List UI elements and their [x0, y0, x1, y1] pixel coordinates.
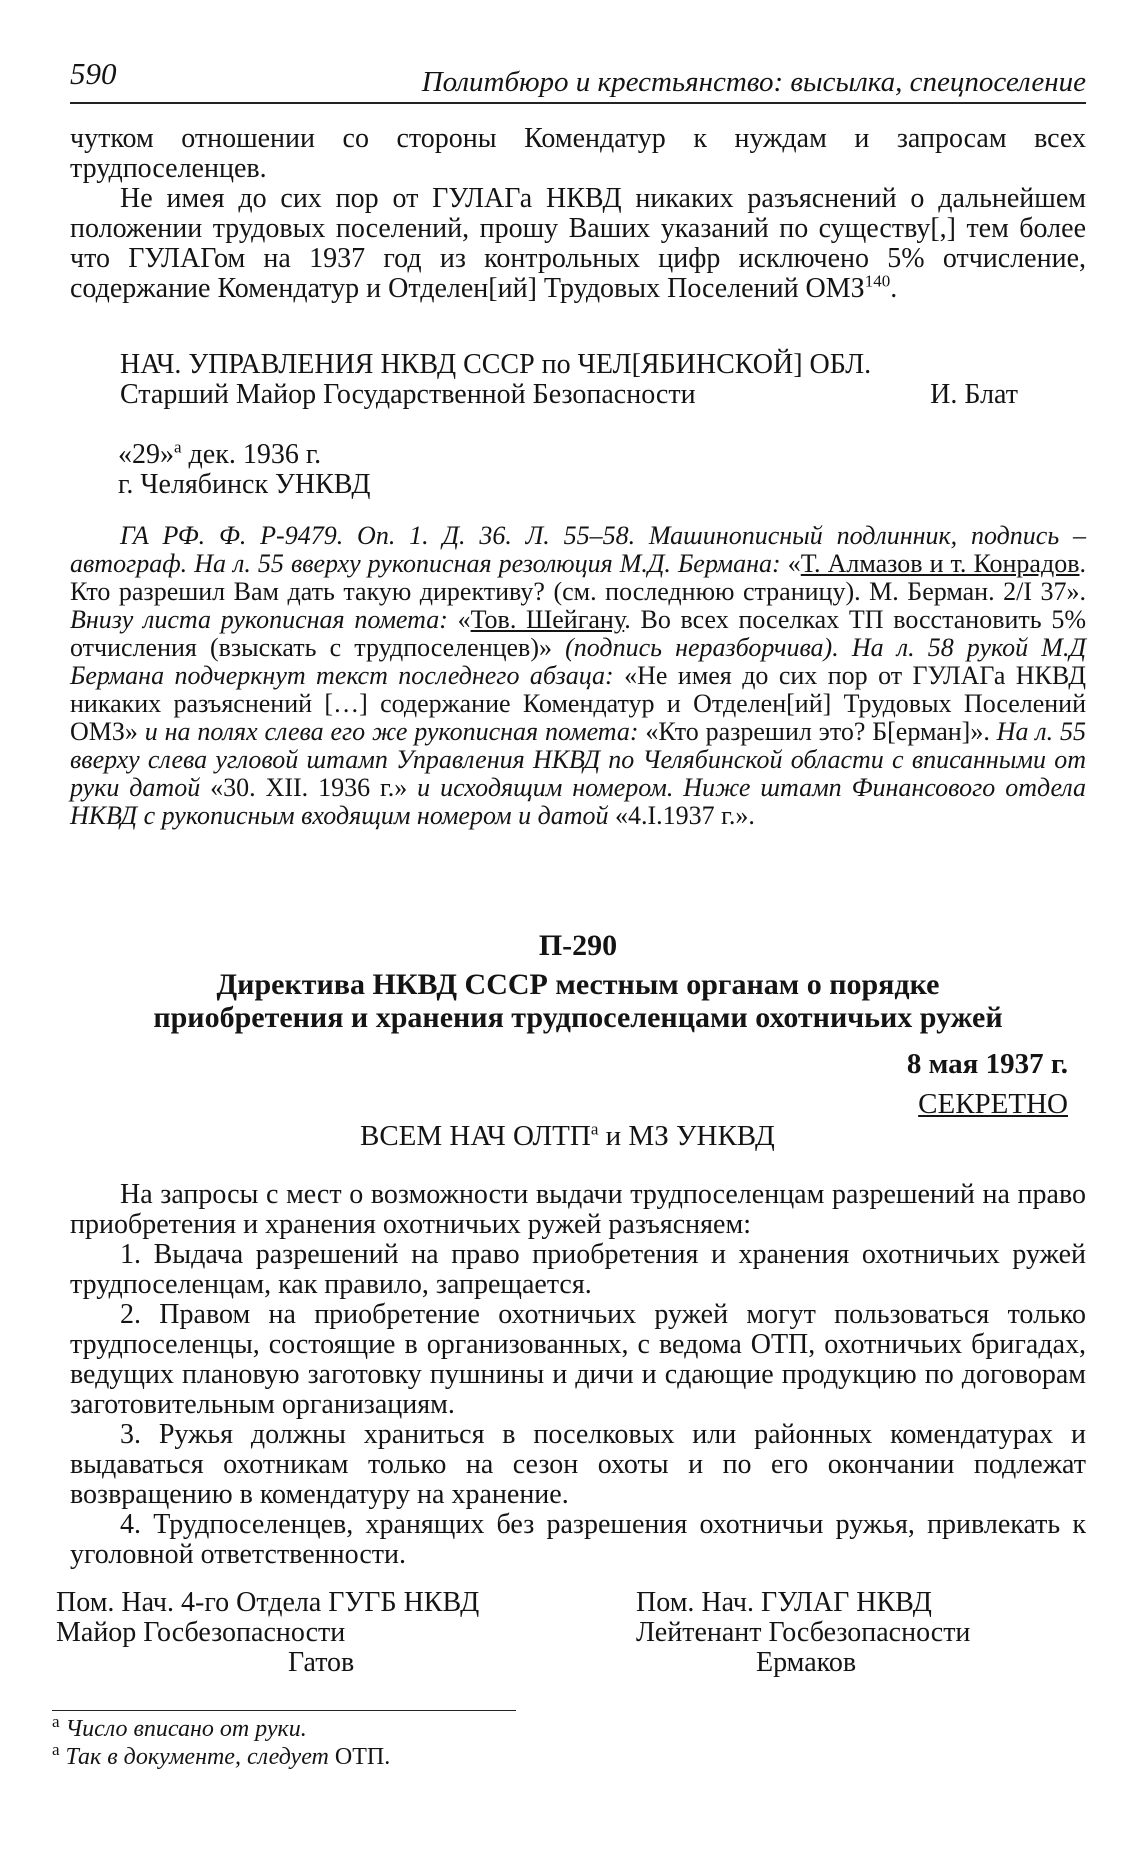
document-title-line: приобретения и хранения трудпоселенцами охотничьих ружей: [153, 1001, 1003, 1034]
addressee-text: и МЗ УНКВД: [598, 1120, 775, 1152]
signature-right-title: Пом. Нач. ГУЛАГ НКВД: [636, 1587, 932, 1618]
document-number: П-290: [538, 929, 618, 962]
archive-paragraph: [70, 522, 1086, 830]
body-item: 2. Правом на приобретение охотничьих ружей могут пользоваться только трудпоселенцы, состоящие в организованных, с ведома ОТП, охотничьих бригадах, ведущих плановую заготовку пушнины и дичи и сдающие продукцию по договорам заготовительным организациям.: [70, 1299, 1086, 1420]
addressee: [70, 1120, 1086, 1152]
archive-text: Внизу листа рукописная помета:: [70, 605, 458, 634]
archive-note: [70, 522, 1086, 830]
footnote-text: Так в документе, следует: [65, 1744, 329, 1770]
archive-underlined: Тов. Шейгану: [470, 605, 625, 634]
page-number: 590: [70, 56, 117, 91]
signature-rank: Старший Майор Государственной Безопасности: [120, 379, 696, 410]
signature-left: [56, 1588, 479, 1678]
document-body: [70, 1180, 1086, 1570]
letter-date-place: [70, 437, 1086, 500]
classification-stamp: СЕКРЕТНО: [918, 1088, 1068, 1120]
body-item: 4. Трудпоселенцев, хранящих без разрешения охотничьи ружья, привлекать к уголовной ответственности.: [70, 1509, 1086, 1570]
signature-right-name: Ермаков: [756, 1647, 857, 1678]
archive-quote-open: «: [787, 549, 801, 578]
letter-date: [118, 437, 1086, 470]
archive-quote: «Не имея до сих пор от ГУЛАГа НКВД никаких разъяснений […] содержание Комендатур и Отделен[ий] Трудовых Поселений ОМЗ»: [70, 661, 1086, 746]
document-date: 8 мая 1937 г.: [906, 1048, 1068, 1080]
archive-text: и исходящим номером. Ниже штамп Финансового отдела НКВД с рукописным входящим номером и датой: [70, 773, 1086, 830]
footnote-mark: а: [174, 437, 182, 457]
archive-text: (подпись неразборчива). На л. 58 рукой М.Д Бермана подчеркнут текст последнего абзаца:: [70, 633, 1086, 690]
letter-paragraph-text: Не имея до сих пор от ГУЛАГа НКВД никаких разъяснений о дальнейшем положении трудовых поселений, прошу Ваших указаний по существу[,] тем более что ГУЛАГом на 1937 год из контрольных цифр исключено 5% отчисление, содержание Комендатур и Отделен[ий] Трудовых Поселений ОМЗ: [70, 183, 1086, 304]
footnote-mark: а: [52, 1740, 60, 1759]
letter-place: г. Челябинск УНКВД: [118, 469, 371, 500]
footnote-text: ОТП.: [328, 1744, 391, 1770]
signature-left-rank: Майор Госбезопасности: [56, 1617, 346, 1648]
archive-text: и на полях слева его же рукописная помета:: [137, 717, 646, 746]
signature-title: НАЧ. УПРАВЛЕНИЯ НКВД СССР по ЧЕЛ[ЯБИНСКОЙ] ОБЛ.: [120, 349, 872, 380]
archive-quote: «4.I.1937 г.».: [615, 801, 755, 830]
archive-quote: . Во всех поселках ТП восстановить 5% отчисления (взыскать с трудпоселенцев)»: [70, 605, 1087, 662]
archive-quote: «Кто разрешил это? Б[ерман]».: [645, 717, 990, 746]
addressee-text: ВСЕМ НАЧ ОЛТП: [360, 1120, 591, 1152]
footnote: [52, 1712, 307, 1742]
archive-text: ГА РФ. Ф. Р-9479. Оп. 1. Д. 36. Л. 55–58. Машинописный подлинник, подпись – автограф. На л. 55 вверху рукописная резолюция М.Д. Бермана:: [70, 521, 1086, 578]
archive-quote: . Кто разрешил Вам дать такую директиву? (см. последнюю страницу). М. Берман. 2/I 37».: [70, 549, 1086, 606]
signature-left-name: Гатов: [288, 1647, 355, 1678]
date-rest: дек. 1936 г.: [181, 439, 322, 470]
footnote: [52, 1740, 391, 1770]
body-intro: На запросы с мест о возможности выдачи трудпоселенцам разрешений на право приобретения и хранения охотничьих ружей разъясняем:: [70, 1179, 1086, 1240]
letter-paragraph: чутком отношении со стороны Комендатур к нуждам и запросам всех трудпоселенцев.: [70, 123, 1086, 184]
document-title-line: Директива НКВД СССР местным органам о порядке: [216, 968, 940, 1001]
archive-quote: «30. XII. 1936 г.»: [210, 773, 408, 802]
archive-text: На л. 55 вверху слева угловой штамп Управления НКВД по Челябинской области с вписанными от руки датой: [70, 717, 1086, 802]
signature-left-title: Пом. Нач. 4-го Отдела ГУГБ НКВД: [56, 1587, 480, 1618]
footnote-divider: [52, 1710, 516, 1711]
letter-paragraph-end: .: [890, 273, 898, 304]
signature-row: [120, 380, 1086, 410]
archive-underlined: Т. Алмазов и т. Конрадов: [800, 549, 1080, 578]
endnote-mark: 140: [864, 271, 891, 291]
footnote-mark: а: [52, 1712, 60, 1731]
body-item: 3. Ружья должны храниться в поселковых или районных комендатурах и выдаваться охотникам только на сезон охоты и по его окончании подлежат возвращению в комендатуру на хранение.: [70, 1419, 1086, 1510]
letter-signature: [70, 350, 1086, 410]
archive-quote-open: «: [457, 605, 471, 634]
signature-name: И. Блат: [930, 379, 1018, 410]
footnote-text: Число вписано от руки.: [65, 1716, 307, 1742]
letter-ending: [70, 124, 1086, 304]
letter-paragraph: [70, 184, 1086, 304]
date-day: «29»: [118, 439, 174, 470]
document-heading: [70, 930, 1086, 1152]
signature-right-rank: Лейтенант Госбезопасности: [636, 1617, 971, 1648]
running-title: Политбюро и крестьянство: высылка, спецпоселение: [421, 66, 1086, 98]
body-item: 1. Выдача разрешений на право приобретения и хранения охотничьих ружей трудпоселенцам, как правило, запрещается.: [70, 1239, 1086, 1300]
footnote-mark: а: [590, 1119, 599, 1139]
page-header: [70, 56, 1086, 104]
signature-right: [636, 1588, 970, 1678]
